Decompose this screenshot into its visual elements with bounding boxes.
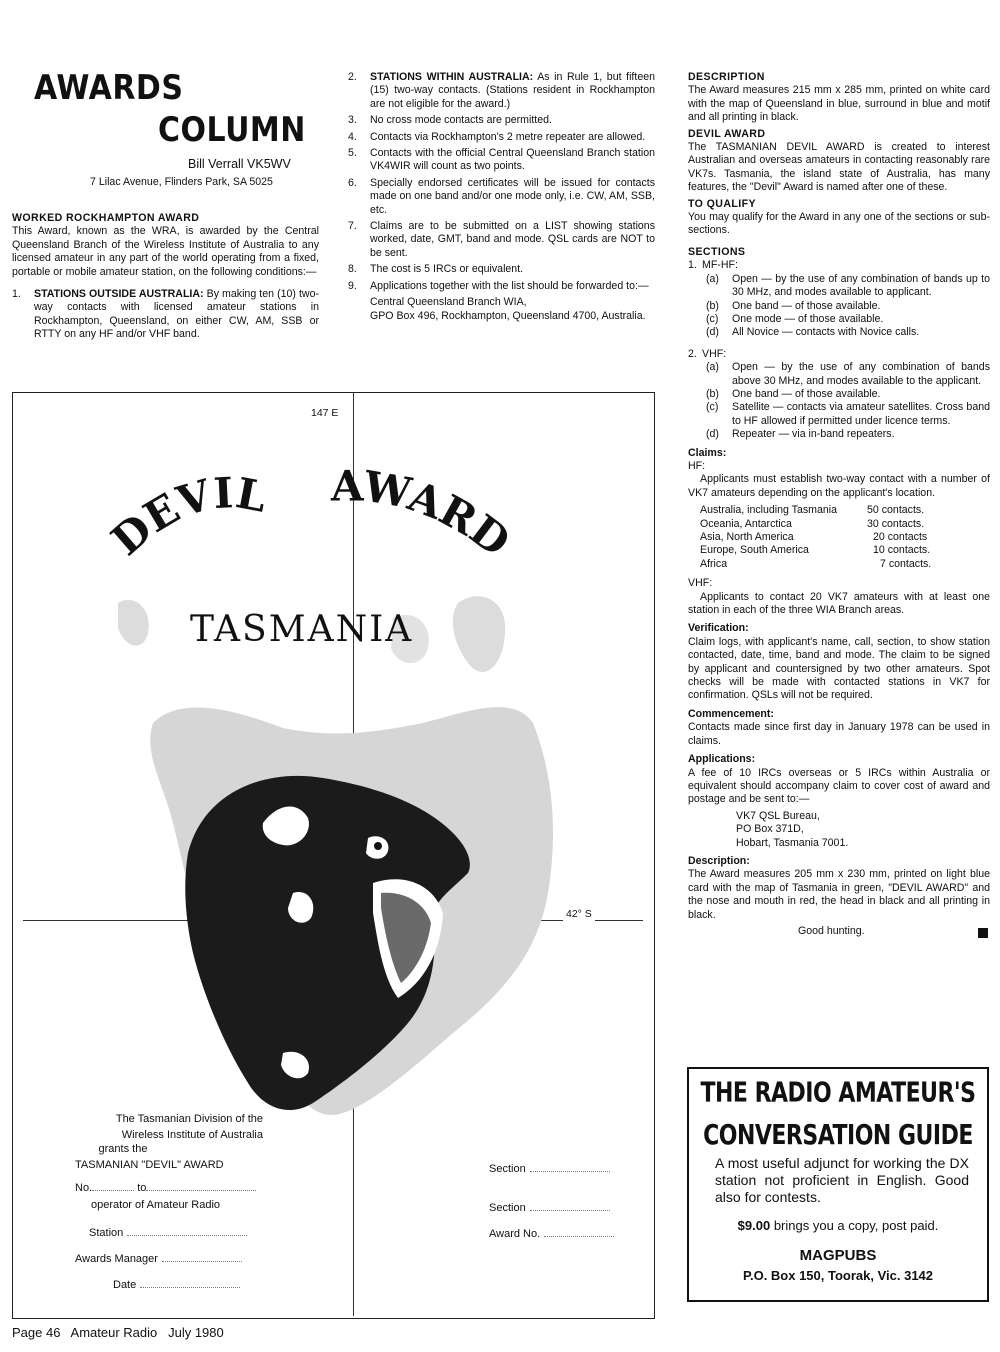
wra-description-heading: DESCRIPTION xyxy=(688,71,765,83)
wra-address-line1: Central Queensland Branch WIA, xyxy=(370,296,527,309)
ad-title: THE RADIO AMATEUR'S CONVERSATION GUIDE xyxy=(700,1077,976,1152)
certificate-award-no-line: Award No. xyxy=(489,1226,614,1241)
tasmania-title: TASMANIA xyxy=(190,609,414,650)
ad-price-line: $9.00 brings you a copy, post paid. xyxy=(737,1218,939,1233)
devil-intro: The TASMANIAN DEVIL AWARD is created to interest Australian and overseas amateurs in contacting reasonably rare VK7s. Tasmania, the island state of Australia, has many features, the "Devil" Award is named after one of these. xyxy=(688,141,990,194)
signoff: Good hunting. xyxy=(798,924,865,937)
hf-text: Applicants must establish two-way contact with a number of VK7 amateurs depending on the applicant's location. xyxy=(688,473,990,499)
award-title-text xyxy=(330,461,519,566)
certificate-manager-line: Awards Manager xyxy=(75,1251,242,1266)
devil-award-certificate xyxy=(12,392,655,1319)
certificate-grants-the: grants the xyxy=(98,1143,148,1155)
devil-title-path: DEVIL xyxy=(102,468,271,565)
column-title-line1: AWARDS xyxy=(34,68,184,109)
author-name: Bill Verrall VK5WV xyxy=(188,157,291,171)
devil-description: The Award measures 205 mm x 230 mm, printed on light blue card with the map of Tasmania in green, "DEVIL AWARD" and the nose and mouth in red, the head in black and all printing in black. xyxy=(688,868,990,921)
vhf-item: (c) Satellite — contacts via amateur satellites. Cross band to HF allowed if permitted under licence terms. xyxy=(706,401,990,427)
wra-rule: 6. Specially endorsed certificates will be issued for contacts made on one band and/or one mode only, i.e. CW, AM, SSB, etc. xyxy=(348,176,655,216)
claims-table xyxy=(700,504,931,571)
ad-body: A most useful adjunct for working the DX station not proficient in English. Good also for contests. xyxy=(715,1155,969,1205)
devil-heading: DEVIL AWARD xyxy=(688,127,766,140)
wra-middle-column xyxy=(348,71,655,323)
verification-heading: Verification: xyxy=(688,622,749,635)
wra-intro: This Award, known as the WRA, is awarded by the Central Queensland Branch of the Wireless Institute of Australia to any licensed amateur in any part of the world operating from a fixed, portable or mobile amateur station, on the following conditions:— xyxy=(12,225,319,278)
wra-rule: 9. Applications together with the list should be forwarded to:— xyxy=(348,279,649,292)
wra-description: The Award measures 215 mm x 285 mm, printed on white card with the map of Queensland in blue, surround in blue and motif and all printing in black. xyxy=(688,84,990,124)
vhf-label: VHF: xyxy=(688,577,713,590)
certificate-no-line: No. to xyxy=(75,1180,256,1195)
mfhf-item: (b) One band — of those available. xyxy=(706,299,881,312)
vhf-item: (b) One band — of those available. xyxy=(706,387,881,400)
wra-address-line2: GPO Box 496, Rockhampton, Queensland 4700, Australia. xyxy=(370,309,646,322)
verification-text: Claim logs, with applicant's name, call, section, to show station contacted, date, time, band and mode. The claim to be signed by applicant and countersigned by two other amateurs. Spot checks will be made with contacted stations in VK7 for confirmation. QSLs will not be required. xyxy=(688,635,990,702)
table-row: Australia, including Tasmania 50 contacts. xyxy=(700,504,925,517)
mfhf-item: (c) One mode — of those available. xyxy=(706,312,884,325)
wra-rule: 3. No cross mode contacts are permitted. xyxy=(348,114,552,127)
award-title-path: AWARD xyxy=(331,461,520,567)
claims-heading: Claims: xyxy=(688,446,727,459)
section-mfhf: 1. MF-HF: xyxy=(688,259,738,272)
wra-rule: 4. Contacts via Rockhampton's 2 metre repeater are allowed. xyxy=(348,130,646,143)
table-row: Europe, South America 10 contacts. xyxy=(700,544,931,557)
mfhf-item: (d) All Novice — contacts with Novice calls. xyxy=(706,326,920,339)
certificate-section-line-1: Section xyxy=(489,1161,610,1176)
wra-rule: 8. The cost is 5 IRCs or equivalent. xyxy=(348,263,524,276)
table-row: Asia, North America 20 contacts xyxy=(700,531,928,543)
table-row: Africa 7 contacts. xyxy=(700,557,932,570)
ad-publisher: MAGPUBS xyxy=(799,1247,877,1264)
applications-text: A fee of 10 IRCs overseas or 5 IRCs within Australia or equivalent should accompany claim to cover cost of award and postage and be sent to:— xyxy=(688,766,990,806)
flinders-island-shape xyxy=(453,596,505,672)
bureau-address: VK7 QSL Bureau, PO Box 371D, Hobart, Tasmania 7001. xyxy=(736,809,849,849)
applications-heading: Applications: xyxy=(688,753,756,766)
latitude-label: 42° S xyxy=(563,908,595,921)
conversation-guide-ad xyxy=(687,1067,989,1302)
wra-heading: WORKED ROCKHAMPTON AWARD xyxy=(12,212,200,224)
wra-rule: 7. Claims are to be submitted on a LIST showing stations worked, date, GMT, band and mode. QSL cards are NOT to be sent. xyxy=(348,220,655,259)
certificate-date-line: Date xyxy=(113,1277,240,1292)
right-column xyxy=(688,71,990,939)
sections-heading: SECTIONS xyxy=(688,245,746,258)
wra-rule: 5. Contacts with the official Central Queensland Branch station VK4WIR will count as two points. xyxy=(348,147,655,173)
certificate-operator-line: operator of Amateur Radio xyxy=(91,1199,221,1211)
commencement-heading: Commencement: xyxy=(688,707,774,720)
column-title-line2: COLUMN xyxy=(158,110,306,151)
mfhf-item: (a) Open — by the use of any combination of bands up to 30 MHz, and modes available to applicant. xyxy=(706,272,990,299)
vhf-item: (d) Repeater — via in-band repeaters. xyxy=(706,428,895,441)
wra-rule-2: 2. STATIONS WITHIN AUSTRALIA: As in Rule 1, but fifteen (15) two-way contacts. (Stations resident in Rockhampton are not eligible for the award.) xyxy=(348,71,655,110)
devil-description-heading: Description: xyxy=(688,854,750,867)
certificate-section-line-2: Section xyxy=(489,1200,610,1215)
king-island-shape xyxy=(118,600,149,646)
table-row: Oceania, Antarctica 30 contacts. xyxy=(700,517,925,530)
ad-address: P.O. Box 150, Toorak, Vic. 3142 xyxy=(742,1268,934,1283)
commencement-text: Contacts made since first day in January 1978 can be used in claims. xyxy=(688,721,990,747)
certificate-grant-text: The Tasmanian Division of the Wireless Institute of Australia xyxy=(115,1113,263,1141)
section-vhf: 2. VHF: xyxy=(688,347,727,360)
vhf-text: Applicants to contact 20 VK7 amateurs with at least one station in each of the three WIA Branch areas. xyxy=(688,590,990,617)
wra-rule-1: 1. STATIONS OUTSIDE AUSTRALIA: By making ten (10) two-way contacts with licensed amateur stations in Rockhampton, Queensland, on either CW, AM, SSB or RTTY on any HF and/or VHF band. xyxy=(12,288,319,341)
devil-title-text xyxy=(102,468,270,565)
page-footer: Page 46 Amateur Radio July 1980 xyxy=(12,1325,224,1340)
vhf-item: (a) Open — by the use of any combination of bands above 30 MHz, and modes available to the applicant. xyxy=(706,361,990,387)
end-mark-icon xyxy=(978,928,988,938)
wra-left-column xyxy=(12,212,319,345)
qualify-text: You may qualify for the Award in any one of the sections or sub-sections. xyxy=(688,211,990,237)
certificate-award-name: TASMANIAN "DEVIL" AWARD xyxy=(75,1159,224,1171)
longitude-label: 147 E xyxy=(311,407,339,419)
author-address: 7 Lilac Avenue, Flinders Park, SA 5025 xyxy=(90,176,273,188)
devil-head-illustration xyxy=(185,776,470,1110)
certificate-station-line: Station xyxy=(89,1225,247,1240)
hf-label: HF: xyxy=(688,459,706,472)
qualify-heading: TO QUALIFY xyxy=(688,197,756,210)
